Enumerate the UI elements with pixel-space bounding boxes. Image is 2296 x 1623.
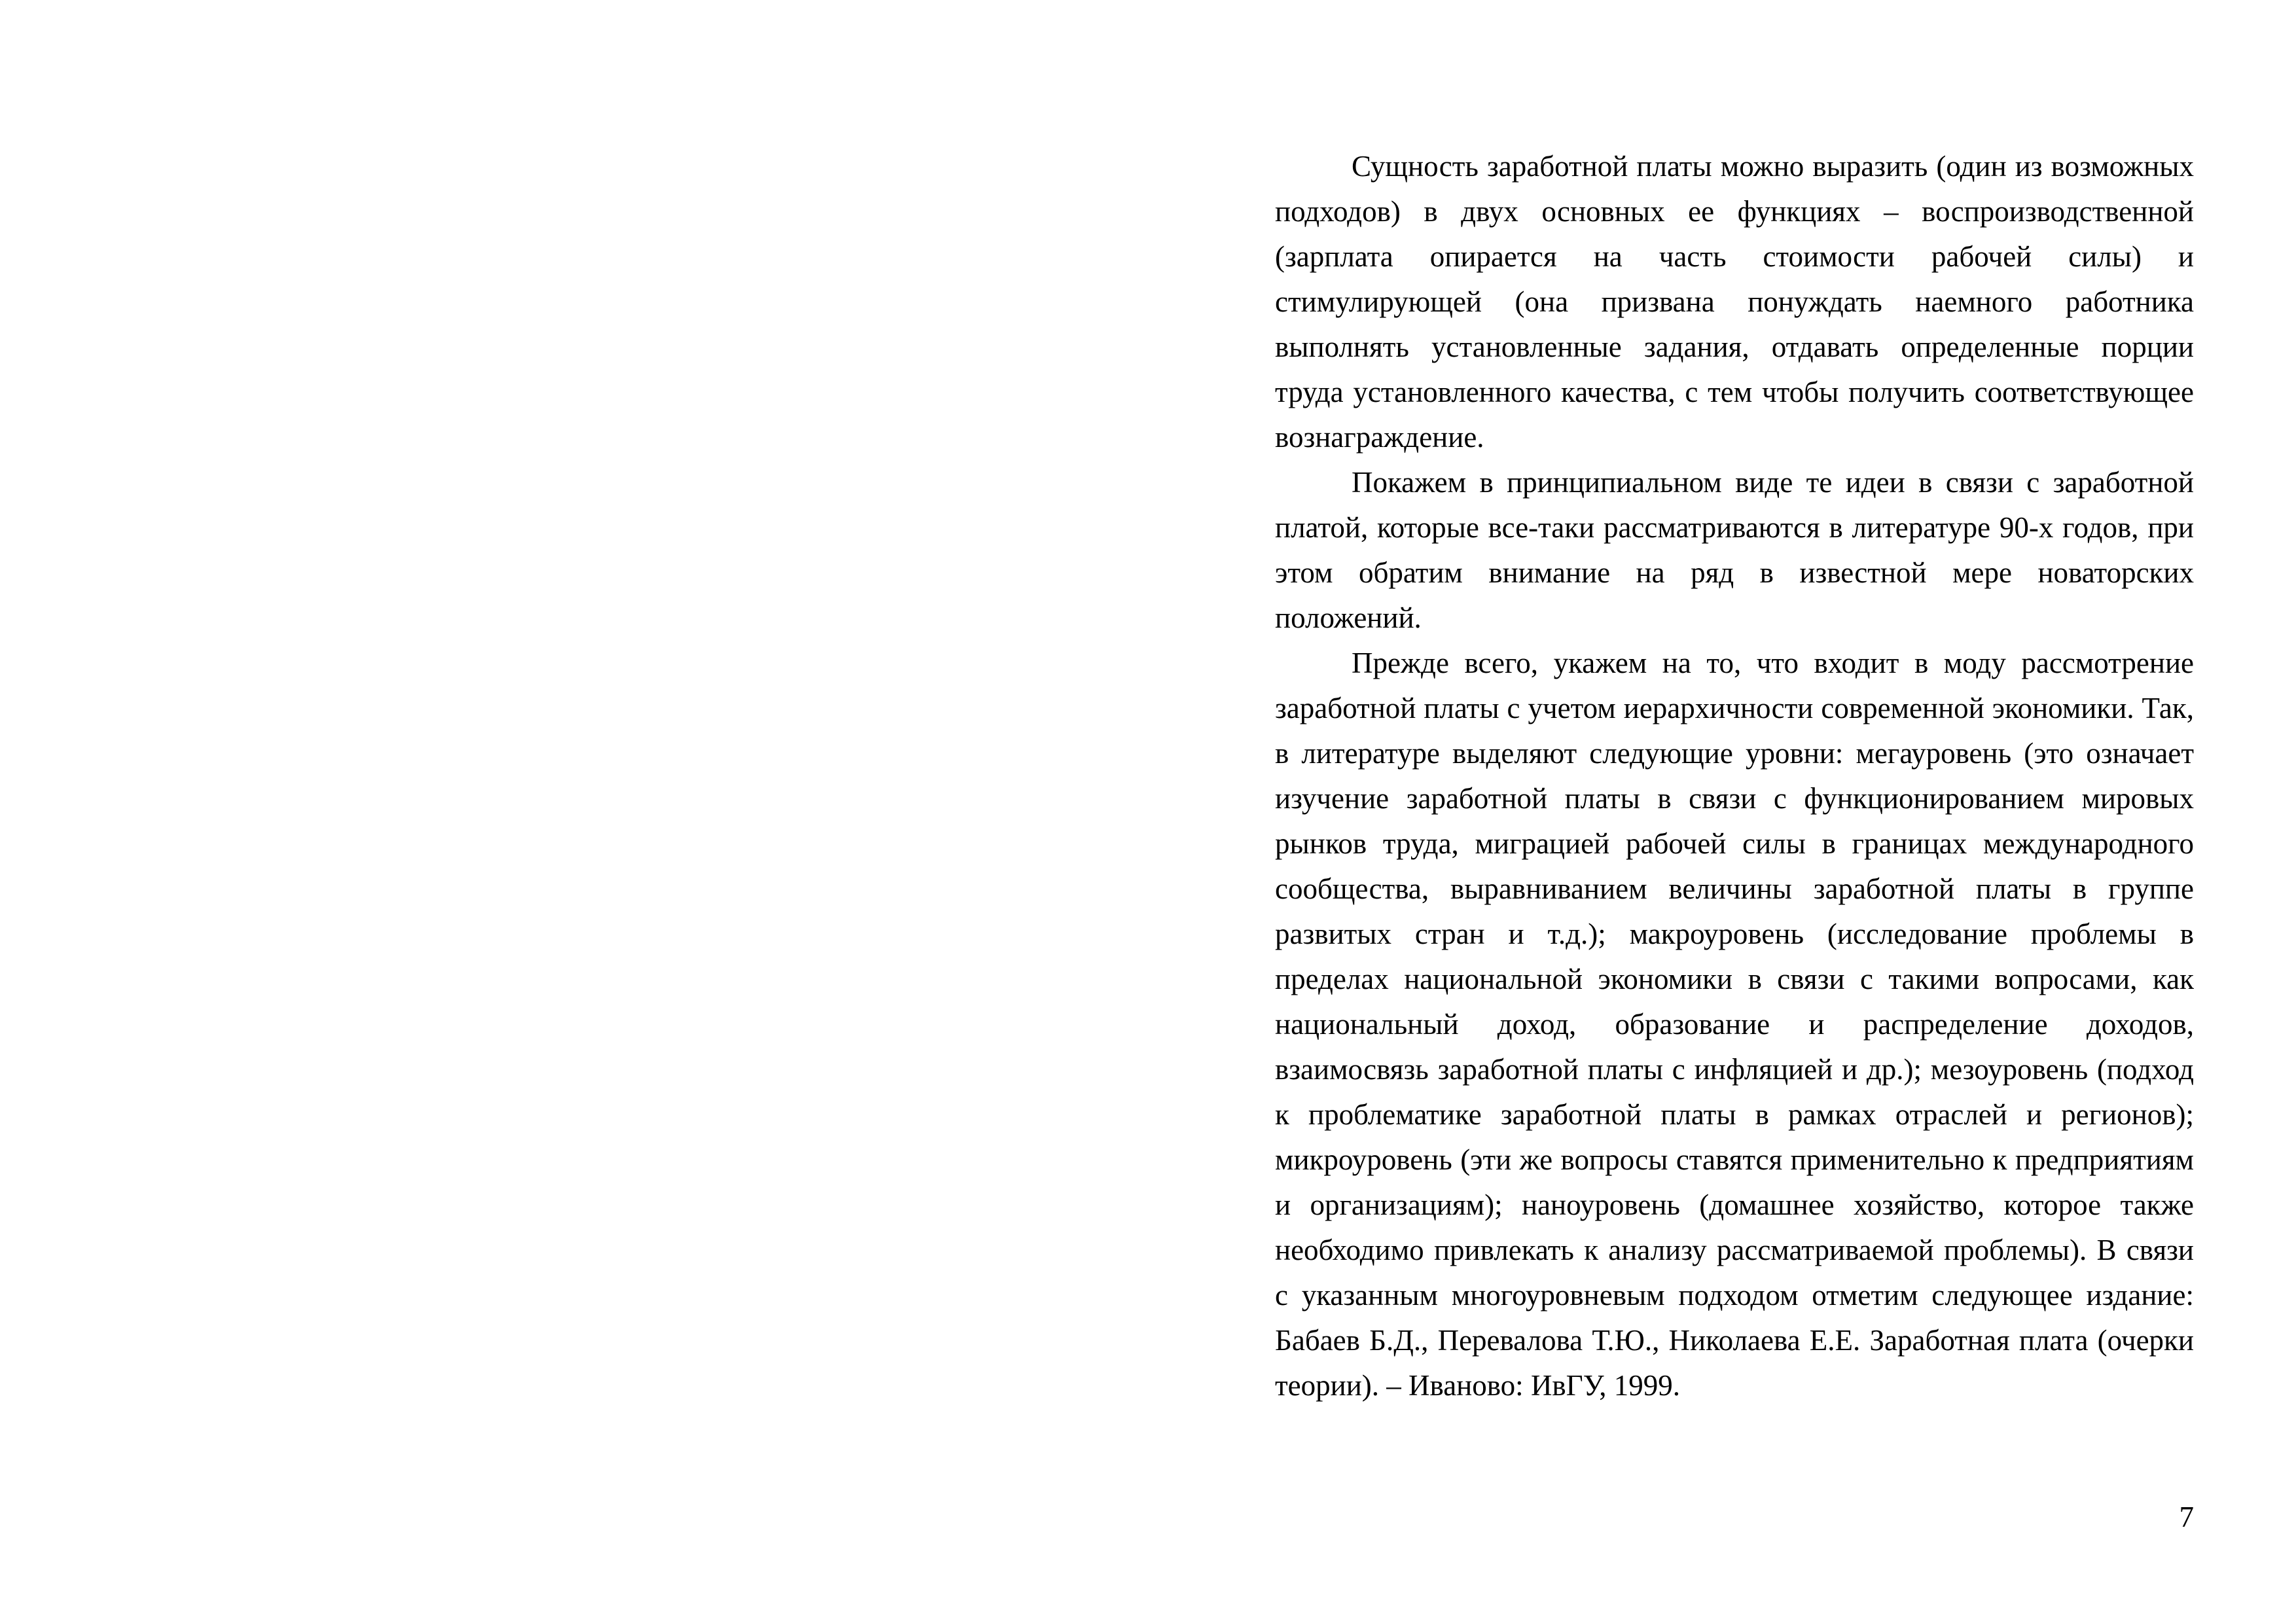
right-page xyxy=(1148,0,2296,1623)
paragraph-2: Покажем в принципиальном виде те идеи в связи с заработной платой, которые все-таки рассматриваются в литературе 90-х годов, при этом обратим внимание на ряд в известной мере новаторских положений. xyxy=(1275,466,2194,634)
paragraph-3: Прежде всего, укажем на то, что входит в моду рассмотрение заработной платы с учетом иерархичности современной экономики. Так, в литературе выделяют следующие уровни: мегауровень (это означает изучение заработной платы в связи с функционированием мировых рынков труда, миграцией рабочей силы в границах международного сообщества, выравниванием величины заработной платы в группе развитых стран и т.д.); макроуровень (исследование проблемы в пределах национальной экономики в связи с такими вопросами, как национальный доход, образование и распределение доходов, взаимосвязь заработной платы с инфляцией и др.); мезоуровень (подход к проблематике заработной платы в рамках отраслей и регионов); микроуровень (эти же вопросы ставятся применительно к предприятиям и организациям); наноуровень (домашнее хозяйство, которое также необходимо привлекать к анализу рассматриваемой проблемы). В связи с указанным многоуровневым подходом отметим следующее издание: Бабаев Б.Д., Перевалова Т.Ю., Николаева Е.Е. Заработная плата (очерки теории). – Иваново: ИвГУ, 1999. xyxy=(1275,647,2194,1402)
body-text xyxy=(1275,144,2194,1408)
page-number: 7 xyxy=(2179,1501,2194,1533)
paragraph-1: Сущность заработной платы можно выразить (один из возможных подходов) в двух основных ее функциях – воспроизводственной (зарплата опирается на часть стоимости рабочей силы) и стимулирующей (она призвана понуждать наемного работника выполнять установленные задания, отдавать определенные порции труда установленного качества, с тем чтобы получить соответствующее вознаграждение. xyxy=(1275,150,2194,454)
